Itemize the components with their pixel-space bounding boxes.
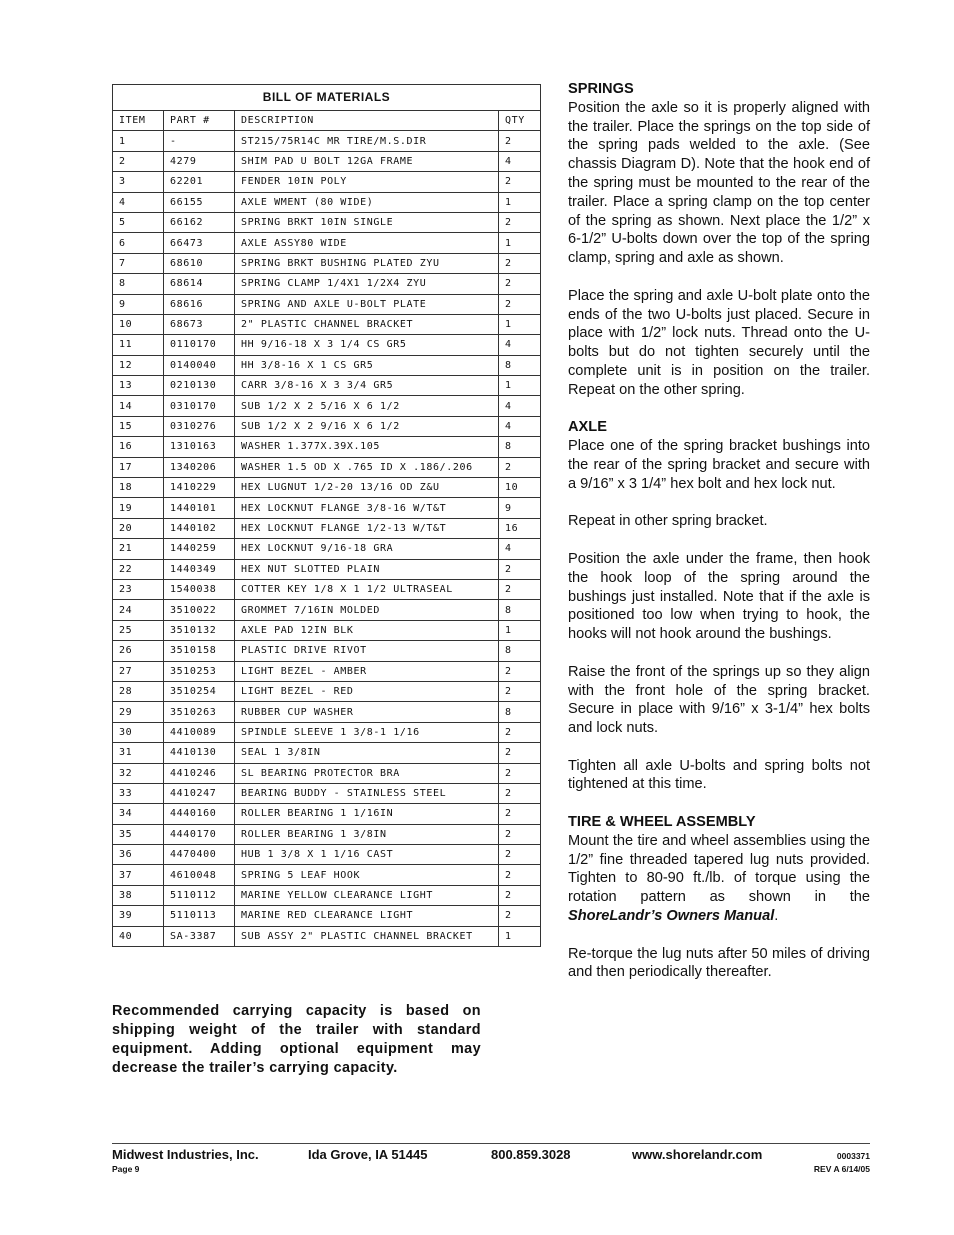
bom-qty-cell: 16: [499, 518, 541, 538]
bom-qty-cell: 2: [499, 865, 541, 885]
bom-qty-cell: 2: [499, 722, 541, 742]
bom-qty-cell: 4: [499, 335, 541, 355]
bom-description-cell: SPINDLE SLEEVE 1 3/8-1 1/16: [235, 722, 499, 742]
footer-phone: 800.859.3028: [491, 1147, 571, 1162]
bom-row: [113, 763, 541, 783]
bom-description-cell: BEARING BUDDY - STAINLESS STEEL: [235, 783, 499, 803]
bom-description-cell: SUB 1/2 X 2 9/16 X 6 1/2: [235, 416, 499, 436]
bom-description-cell: ROLLER BEARING 1 3/8IN: [235, 824, 499, 844]
bom-description-cell: MARINE RED CLEARANCE LIGHT: [235, 906, 499, 926]
bom-qty-cell: 2: [499, 783, 541, 803]
bom-item-cell: 27: [113, 661, 164, 681]
bom-item-cell: 31: [113, 743, 164, 763]
bom-description-cell: LIGHT BEZEL - AMBER: [235, 661, 499, 681]
bom-row: [113, 498, 541, 518]
footer-doc-number: 0003371: [836, 1151, 870, 1161]
bom-part-cell: 66162: [164, 212, 235, 232]
bom-item-cell: 38: [113, 885, 164, 905]
springs-paragraph-1: Position the axle so it is properly aligned with the trailer. Place the springs on the top side of the spring pads welded to the axle. (See chassis Diagram D). Note that the hook end of the spring must be mounted to the rear of the trailer. Place a spring clamp on the top center of the spring as shown. Next place the 1/2” x 6-1/2” U-bolts down over the top of the spring clamp, spring and axle as shown.: [568, 99, 870, 267]
axle-paragraph-4: Raise the front of the springs up so they align with the front hole of the spring bracket. Secure in place with 9/16” x 3-1/4” hex bolts and lock nuts.: [568, 663, 870, 737]
bom-row: [113, 478, 541, 498]
bom-item-cell: 28: [113, 681, 164, 701]
bom-row: [113, 212, 541, 232]
bill-of-materials-table: [112, 84, 541, 947]
bom-row: [113, 253, 541, 273]
bom-row: [113, 824, 541, 844]
bom-part-cell: 0140040: [164, 355, 235, 375]
bom-row: [113, 274, 541, 294]
bom-row: [113, 579, 541, 599]
bom-part-cell: -: [164, 131, 235, 151]
bom-row: [113, 743, 541, 763]
bom-part-cell: 68614: [164, 274, 235, 294]
bom-description-cell: AXLE WMENT (80 WIDE): [235, 192, 499, 212]
bom-row: [113, 233, 541, 253]
bom-qty-cell: 4: [499, 416, 541, 436]
bom-part-cell: 5110112: [164, 885, 235, 905]
bom-title: BILL OF MATERIALS: [112, 84, 541, 110]
bom-description-cell: FENDER 10IN POLY: [235, 172, 499, 192]
tire-wheel-heading: TIRE & WHEEL ASSEMBLY: [568, 814, 756, 831]
bom-description-cell: AXLE ASSY80 WIDE: [235, 233, 499, 253]
bom-item-cell: 20: [113, 518, 164, 538]
bom-row: [113, 906, 541, 926]
bom-description-cell: SUB 1/2 X 2 5/16 X 6 1/2: [235, 396, 499, 416]
bom-description-cell: CARR 3/8-16 X 3 3/4 GR5: [235, 376, 499, 396]
bom-item-cell: 22: [113, 559, 164, 579]
bom-item-cell: 2: [113, 151, 164, 171]
bom-part-cell: 4279: [164, 151, 235, 171]
bom-description-cell: SHIM PAD U BOLT 12GA FRAME: [235, 151, 499, 171]
bom-part-cell: 3510254: [164, 681, 235, 701]
bom-qty-cell: 2: [499, 274, 541, 294]
footer-divider: [112, 1143, 870, 1144]
bom-qty-cell: 2: [499, 845, 541, 865]
bom-row: [113, 722, 541, 742]
bom-item-cell: 10: [113, 314, 164, 334]
bom-item-cell: 15: [113, 416, 164, 436]
bom-qty-cell: 10: [499, 478, 541, 498]
bom-row: [113, 416, 541, 436]
bom-qty-cell: 2: [499, 681, 541, 701]
bom-part-cell: 1310163: [164, 437, 235, 457]
bom-row: [113, 396, 541, 416]
bom-item-cell: 29: [113, 702, 164, 722]
bom-part-cell: 3510158: [164, 641, 235, 661]
bom-row: [113, 845, 541, 865]
bom-qty-cell: 1: [499, 620, 541, 640]
bom-row: [113, 681, 541, 701]
bom-description-cell: ST215/75R14C MR TIRE/M.S.DIR: [235, 131, 499, 151]
bom-description-cell: MARINE YELLOW CLEARANCE LIGHT: [235, 885, 499, 905]
bom-part-cell: 68673: [164, 314, 235, 334]
bom-part-cell: 0310276: [164, 416, 235, 436]
bom-row: [113, 151, 541, 171]
bom-description-cell: HEX LUGNUT 1/2-20 13/16 OD Z&U: [235, 478, 499, 498]
bom-description-cell: SPRING BRKT BUSHING PLATED ZYU: [235, 253, 499, 273]
bom-item-cell: 17: [113, 457, 164, 477]
footer-company: Midwest Industries, Inc.: [112, 1147, 259, 1162]
bom-item-cell: 39: [113, 906, 164, 926]
bom-description-cell: WASHER 1.5 OD X .765 ID X .186/.206: [235, 457, 499, 477]
bom-part-cell: 4440170: [164, 824, 235, 844]
bom-item-cell: 4: [113, 192, 164, 212]
bom-row: [113, 559, 541, 579]
footer-website: www.shorelandr.com: [632, 1147, 763, 1162]
bom-part-cell: 1540038: [164, 579, 235, 599]
bom-qty-cell: 4: [499, 396, 541, 416]
footer-location: Ida Grove, IA 51445: [308, 1147, 428, 1162]
bom-description-cell: SPRING CLAMP 1/4X1 1/2X4 ZYU: [235, 274, 499, 294]
bom-description-cell: SPRING 5 LEAF HOOK: [235, 865, 499, 885]
bom-row: [113, 518, 541, 538]
bom-row: [113, 641, 541, 661]
bom-description-cell: RUBBER CUP WASHER: [235, 702, 499, 722]
bom-qty-cell: 2: [499, 212, 541, 232]
tire-paragraph-1-text: Mount the tire and wheel assemblies using the 1/2” fine threaded tapered lug nuts provided. Tighten to 80-90 ft./lb. of torque using the rotation pattern as shown in the: [568, 832, 870, 906]
bom-qty-cell: 4: [499, 539, 541, 559]
bom-qty-cell: 2: [499, 824, 541, 844]
bom-row: [113, 600, 541, 620]
bom-item-cell: 13: [113, 376, 164, 396]
bom-item-cell: 3: [113, 172, 164, 192]
bom-item-cell: 12: [113, 355, 164, 375]
bom-row: [113, 376, 541, 396]
bom-part-cell: 1440259: [164, 539, 235, 559]
bom-description-cell: HEX LOCKNUT 9/16-18 GRA: [235, 539, 499, 559]
bom-part-cell: 5110113: [164, 906, 235, 926]
bom-qty-cell: 9: [499, 498, 541, 518]
bom-part-cell: 0210130: [164, 376, 235, 396]
bom-part-cell: 4410089: [164, 722, 235, 742]
bom-row: [113, 294, 541, 314]
bom-row: [113, 355, 541, 375]
bom-qty-cell: 2: [499, 294, 541, 314]
bom-row: [113, 131, 541, 151]
bom-item-cell: 24: [113, 600, 164, 620]
bom-item-cell: 1: [113, 131, 164, 151]
bom-qty-cell: 8: [499, 355, 541, 375]
col-header-qty: QTY: [499, 111, 541, 131]
bom-part-cell: 62201: [164, 172, 235, 192]
axle-paragraph-5: Tighten all axle U-bolts and spring bolts not tightened at this time.: [568, 757, 870, 793]
bom-row: [113, 885, 541, 905]
bom-qty-cell: 8: [499, 600, 541, 620]
bom-part-cell: 3510132: [164, 620, 235, 640]
bom-part-cell: 3510263: [164, 702, 235, 722]
bom-description-cell: HH 3/8-16 X 1 CS GR5: [235, 355, 499, 375]
bom-qty-cell: 2: [499, 804, 541, 824]
bom-description-cell: SEAL 1 3/8IN: [235, 743, 499, 763]
tire-paragraph-1: [568, 832, 870, 926]
bom-item-cell: 25: [113, 620, 164, 640]
bom-qty-cell: 1: [499, 192, 541, 212]
capacity-note: Recommended carrying capacity is based on shipping weight of the trailer with standard equipment. Adding optional equipment may decrease the trailer’s carrying capacity.: [112, 1003, 481, 1076]
bom-qty-cell: 2: [499, 763, 541, 783]
footer-revision: REV A 6/14/05: [813, 1164, 870, 1174]
bom-item-cell: 11: [113, 335, 164, 355]
bom-part-cell: SA-3387: [164, 926, 235, 946]
bom-qty-cell: 2: [499, 172, 541, 192]
bom-description-cell: HEX LOCKNUT FLANGE 1/2-13 W/T&T: [235, 518, 499, 538]
bom-description-cell: LIGHT BEZEL - RED: [235, 681, 499, 701]
bom-qty-cell: 8: [499, 702, 541, 722]
footer-page-number: Page 9: [112, 1164, 140, 1174]
bom-description-cell: SPRING AND AXLE U-BOLT PLATE: [235, 294, 499, 314]
axle-paragraph-2: Repeat in other spring bracket.: [568, 513, 768, 530]
bom-part-cell: 1410229: [164, 478, 235, 498]
bom-part-cell: 3510022: [164, 600, 235, 620]
bom-description-cell: HEX NUT SLOTTED PLAIN: [235, 559, 499, 579]
bom-description-cell: COTTER KEY 1/8 X 1 1/2 ULTRASEAL: [235, 579, 499, 599]
bom-item-cell: 30: [113, 722, 164, 742]
bom-part-cell: 1440349: [164, 559, 235, 579]
bom-row: [113, 172, 541, 192]
bom-qty-cell: 2: [499, 253, 541, 273]
bom-qty-cell: 4: [499, 151, 541, 171]
bom-qty-cell: 1: [499, 376, 541, 396]
bom-row: [113, 865, 541, 885]
bom-qty-cell: 2: [499, 559, 541, 579]
bom-item-cell: 9: [113, 294, 164, 314]
bom-item-cell: 21: [113, 539, 164, 559]
bom-qty-cell: 2: [499, 885, 541, 905]
springs-paragraph-2: Place the spring and axle U-bolt plate onto the ends of the two U-bolts just placed. Secure in place with 1/2” lock nuts. Thread onto the U-bolts but do not tighten securely until the complete unit is in position on the trailer. Repeat on the other spring.: [568, 287, 870, 398]
instructions-column: [568, 80, 870, 1001]
bom-description-cell: 2" PLASTIC CHANNEL BRACKET: [235, 314, 499, 334]
bom-row: [113, 804, 541, 824]
bom-part-cell: 4610048: [164, 865, 235, 885]
bom-row: [113, 620, 541, 640]
bom-body: [113, 131, 541, 947]
bom-qty-cell: 1: [499, 314, 541, 334]
bom-part-cell: 68616: [164, 294, 235, 314]
tire-paragraph-2: Re-torque the lug nuts after 50 miles of driving and then periodically thereafter.: [568, 945, 870, 981]
bom-row: [113, 457, 541, 477]
bom-row: [113, 192, 541, 212]
bom-part-cell: 0310170: [164, 396, 235, 416]
bom-item-cell: 37: [113, 865, 164, 885]
col-header-description: DESCRIPTION: [235, 111, 499, 131]
bom-row: [113, 783, 541, 803]
bom-item-cell: 18: [113, 478, 164, 498]
bom-description-cell: WASHER 1.377X.39X.105: [235, 437, 499, 457]
bom-part-cell: 66155: [164, 192, 235, 212]
bom-item-cell: 34: [113, 804, 164, 824]
axle-heading: AXLE: [568, 419, 607, 436]
bom-item-cell: 7: [113, 253, 164, 273]
bom-part-cell: 1440102: [164, 518, 235, 538]
bom-item-cell: 23: [113, 579, 164, 599]
col-header-item: ITEM: [113, 111, 164, 131]
bom-part-cell: 4410247: [164, 783, 235, 803]
bom-item-cell: 32: [113, 763, 164, 783]
bom-qty-cell: 1: [499, 233, 541, 253]
bom-qty-cell: 1: [499, 926, 541, 946]
bom-item-cell: 8: [113, 274, 164, 294]
tire-paragraph-1-end: .: [774, 908, 779, 925]
bom-item-cell: 19: [113, 498, 164, 518]
bom-description-cell: ROLLER BEARING 1 1/16IN: [235, 804, 499, 824]
bom-qty-cell: 8: [499, 641, 541, 661]
bom-description-cell: SUB ASSY 2" PLASTIC CHANNEL BRACKET: [235, 926, 499, 946]
bom-part-cell: 1340206: [164, 457, 235, 477]
axle-paragraph-1: Place one of the spring bracket bushings into the rear of the spring bracket and secure with a 9/16” x 3 1/4” hex bolt and hex lock nut.: [568, 438, 870, 492]
bom-qty-cell: 2: [499, 457, 541, 477]
bom-qty-cell: 2: [499, 131, 541, 151]
bom-part-cell: 1440101: [164, 498, 235, 518]
bom-part-cell: 4440160: [164, 804, 235, 824]
bom-item-cell: 14: [113, 396, 164, 416]
bom-item-cell: 33: [113, 783, 164, 803]
bom-qty-cell: 8: [499, 437, 541, 457]
bom-header-row: [113, 111, 541, 131]
bom-qty-cell: 2: [499, 661, 541, 681]
bom-row: [113, 437, 541, 457]
bom-row: [113, 539, 541, 559]
bom-description-cell: SPRING BRKT 10IN SINGLE: [235, 212, 499, 232]
bom-row: [113, 926, 541, 946]
bom-row: [113, 314, 541, 334]
bom-part-cell: 4470400: [164, 845, 235, 865]
bom-item-cell: 35: [113, 824, 164, 844]
springs-heading: SPRINGS: [568, 81, 634, 97]
bom-description-cell: PLASTIC DRIVE RIVOT: [235, 641, 499, 661]
bom-description-cell: HEX LOCKNUT FLANGE 3/8-16 W/T&T: [235, 498, 499, 518]
bom-part-cell: 66473: [164, 233, 235, 253]
bom-part-cell: 4410246: [164, 763, 235, 783]
bom-description-cell: SL BEARING PROTECTOR BRA: [235, 763, 499, 783]
bom-part-cell: 0110170: [164, 335, 235, 355]
bom-description-cell: HH 9/16-18 X 3 1/4 CS GR5: [235, 335, 499, 355]
bom-qty-cell: 2: [499, 906, 541, 926]
bom-description-cell: HUB 1 3/8 X 1 1/16 CAST: [235, 845, 499, 865]
bom-item-cell: 16: [113, 437, 164, 457]
bom-item-cell: 5: [113, 212, 164, 232]
bom-description-cell: GROMMET 7/16IN MOLDED: [235, 600, 499, 620]
bom-item-cell: 40: [113, 926, 164, 946]
bom-qty-cell: 2: [499, 579, 541, 599]
col-header-part: PART #: [164, 111, 235, 131]
bom-description-cell: AXLE PAD 12IN BLK: [235, 620, 499, 640]
axle-paragraph-3: Position the axle under the frame, then hook the hook loop of the spring around the bushings just installed. Note that if the axle is positioned too low when trying to hook, the hooks will not hook around the bushings.: [568, 550, 870, 643]
bom-item-cell: 26: [113, 641, 164, 661]
bom-row: [113, 661, 541, 681]
bom-row: [113, 702, 541, 722]
bom-item-cell: 6: [113, 233, 164, 253]
bom-row: [113, 335, 541, 355]
bom-item-cell: 36: [113, 845, 164, 865]
bom-part-cell: 68610: [164, 253, 235, 273]
bom-part-cell: 4410130: [164, 743, 235, 763]
owners-manual-reference: ShoreLandr’s Owners Manual: [568, 908, 775, 925]
bom-part-cell: 3510253: [164, 661, 235, 681]
bom-qty-cell: 2: [499, 743, 541, 763]
